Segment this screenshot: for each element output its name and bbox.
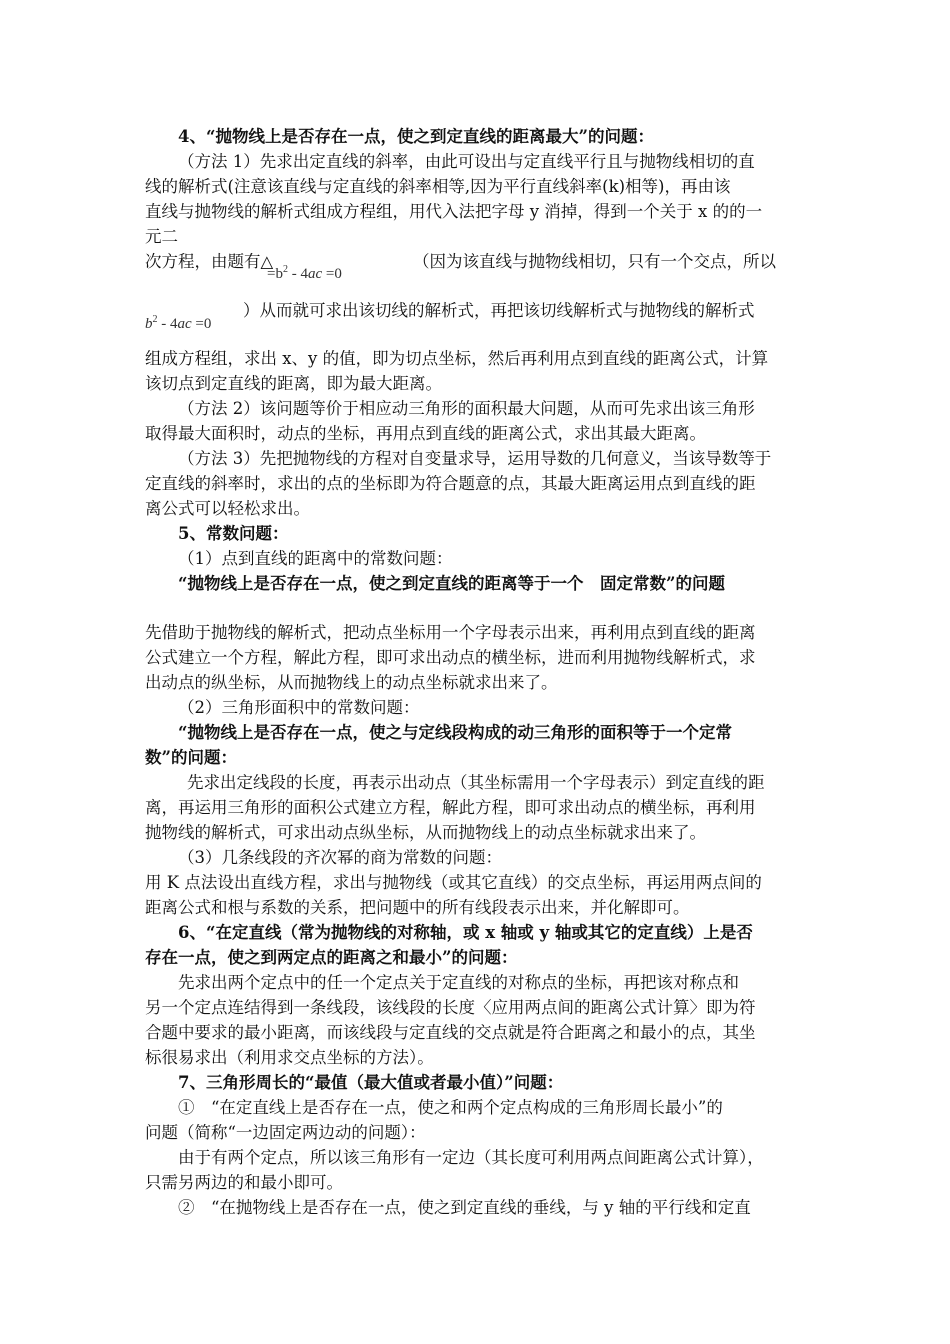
- text-line: 离，再运用三角形的面积公式建立方程，解此方程，即可求出动点的横坐标，再利用: [145, 798, 756, 817]
- text-line: 次方程，由题有△: [145, 252, 274, 271]
- text-line: ① “在定直线上是否存在一点，使之和两个定点构成的三角形周长最小”的: [178, 1098, 723, 1117]
- text-line: ）从而就可求出该切线的解析式，再把该切线解析式与抛物线的解析式: [243, 301, 755, 320]
- heading-5: 5、常数问题：: [178, 524, 289, 543]
- heading-6: 6、“在定直线（常为抛物线的对称轴，或 x 轴或 y 轴或其它的定直线）上是否: [178, 923, 753, 942]
- discriminant-formula-2: $b^2 - 4ac =0$: [145, 314, 212, 332]
- text-line: 组成方程组，求出 x、y 的值，即为切点坐标，然后再利用点到直线的距离公式，计算: [145, 349, 769, 368]
- problem-title: “抛物线上是否存在一点，使之与定线段构成的动三角形的面积等于一个定常: [178, 723, 732, 742]
- text-line: 抛物线的解析式，可求出动点纵坐标，从而抛物线上的动点坐标就求出来了。: [145, 823, 706, 842]
- problem-title: “抛物线上是否存在一点，使之到定直线的距离等于一个 固定常数”的问题: [178, 574, 725, 593]
- text-line: 先借助于抛物线的解析式，把动点坐标用一个字母表示出来，再利用点到直线的距离: [145, 623, 756, 642]
- text-line: 先求出定线段的长度，再表示出动点（其坐标需用一个字母表示）到定直线的距: [187, 773, 765, 792]
- subheading: （3）几条线段的齐次幂的商为常数的问题：: [178, 848, 502, 867]
- problem-title: 数”的问题：: [145, 748, 237, 767]
- text-line: 出动点的纵坐标，从而抛物线上的动点坐标就求出来了。: [145, 673, 558, 692]
- text-line: 线的解析式(注意该直线与定直线的斜率相等,因为平行直线斜率(k)相等)，再由该: [145, 177, 731, 196]
- text-line: （方法 1）先求出定直线的斜率，由此可设出与定直线平行且与抛物线相切的直: [178, 152, 755, 171]
- text-line: 元二: [145, 227, 178, 246]
- text-line: 先求出两个定点中的任一个定点关于定直线的对称点的坐标，再把该对称点和: [178, 973, 739, 992]
- discriminant-formula: $=b^2 - 4ac =0$: [267, 264, 342, 282]
- text-line: 用 K 点法设出直线方程，求出与抛物线（或其它直线）的交点坐标，再运用两点间的: [145, 873, 762, 892]
- text-line: 公式建立一个方程，解此方程，即可求出动点的横坐标，进而利用抛物线解析式，求: [145, 648, 756, 667]
- text-line: 取得最大面积时，动点的坐标，再用点到直线的距离公式，求出其最大距离。: [145, 424, 706, 443]
- text-line: 直线与抛物线的解析式组成方程组，用代入法把字母 y 消掉，得到一个关于 x 的的一: [145, 202, 763, 221]
- heading-7: 7、三角形周长的“最值（最大值或者最小值）”问题：: [178, 1073, 564, 1092]
- text-line: 问题（简称“一边固定两边动的问题）：: [145, 1123, 426, 1142]
- text-line: （因为该直线与抛物线相切，只有一个交点，所以: [413, 252, 776, 271]
- heading-4: 4、“抛物线上是否存在一点，使之到定直线的距离最大”的问题：: [178, 127, 654, 146]
- text-line: 距离公式和根与系数的关系，把问题中的所有线段表示出来，并化解即可。: [145, 898, 690, 917]
- subheading: （2）三角形面积中的常数问题：: [178, 698, 420, 717]
- text-line: 只需另两边的和最小即可。: [145, 1173, 343, 1192]
- text-line: 合题中要求的最小距离，而该线段与定直线的交点就是符合距离之和最小的点，其坐: [145, 1023, 756, 1042]
- text-line: ② “在抛物线上是否存在一点，使之到定直线的垂线，与 y 轴的平行线和定直: [178, 1198, 751, 1217]
- text-line: 离公式可以轻松求出。: [145, 499, 310, 518]
- heading-6-cont: 存在一点，使之到两定点的距离之和最小”的问题：: [145, 948, 518, 967]
- text-line: （方法 2）该问题等价于相应动三角形的面积最大问题，从而可先求出该三角形: [178, 399, 755, 418]
- text-line: 标很易求出（利用求交点坐标的方法）。: [145, 1048, 434, 1067]
- text-line: （方法 3）先把抛物线的方程对自变量求导，运用导数的几何意义，当该导数等于: [178, 449, 772, 468]
- text-line: 定直线的斜率时，求出的点的坐标即为符合题意的点，其最大距离运用点到直线的距: [145, 474, 756, 493]
- subheading: （1）点到直线的距离中的常数问题：: [178, 549, 453, 568]
- text-line: 由于有两个定点，所以该三角形有一定边（其长度可利用两点间距离公式计算），: [178, 1148, 764, 1167]
- text-line: 另一个定点连结得到一条线段，该线段的长度〈应用两点间的距离公式计算〉即为符: [145, 998, 756, 1017]
- text-line: 该切点到定直线的距离，即为最大距离。: [145, 374, 442, 393]
